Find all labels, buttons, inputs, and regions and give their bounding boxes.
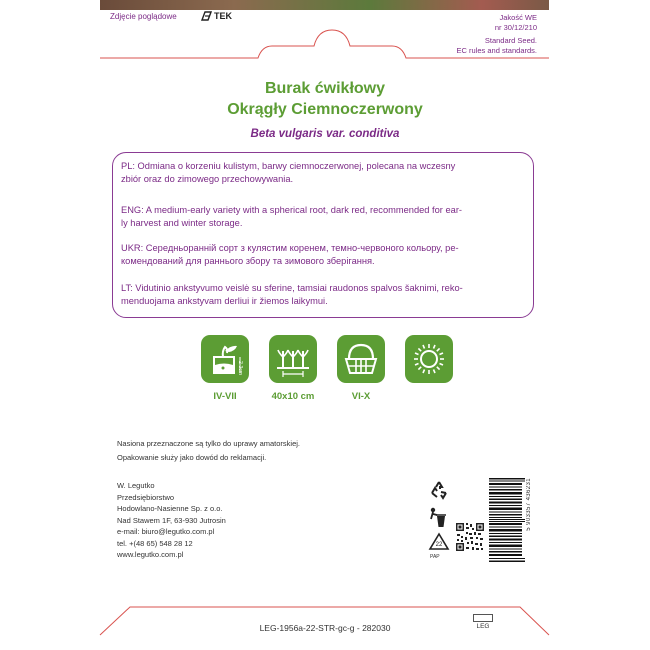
leg-frame-icon: [473, 614, 493, 622]
producer-address: [117, 480, 226, 561]
product-code: LEG-1956a-22-STR-gc-g - 282030: [259, 623, 391, 633]
product-title-line1: Burak ćwikłowy: [264, 80, 386, 97]
address-website[interactable]: www.legutko.com.pl: [117, 550, 184, 559]
address-phone: tel. +(48 65) 548 28 12: [117, 538, 193, 548]
latin-name: Beta vulgaris var. conditiva: [250, 128, 400, 140]
description-en: [121, 204, 525, 229]
quality-line: Jakość WE: [499, 13, 537, 22]
leg-logo: [473, 614, 493, 630]
description-en-line2: ly harvest and winter storage.: [121, 217, 243, 228]
harvest-time-label: VI-X: [351, 391, 371, 402]
sowing-depth-label: 2-3cm: [237, 361, 243, 375]
sowing-time-label: IV-VII: [213, 391, 237, 402]
description-lt-line2: menduojama ankstyvam derliui ir žiemos laikymui.: [121, 295, 328, 306]
description-uk-line1: UKR: Середньоранній сорт з кулястим коренем, темно-червоного кольору, ре-: [121, 243, 459, 253]
description-uk: [121, 242, 525, 267]
description-pl-line1: PL: Odmiana o korzeniu kulistym, barwy ciemnoczerwonej, polecana na wczesny: [121, 161, 456, 171]
tek-leaf-icon: [201, 11, 212, 21]
quality-number: nr 30/12/210: [494, 23, 537, 32]
description-pl-line2: zbiór oraz do zimowego przechowywania.: [121, 173, 294, 184]
description-uk-line2: комендований для раннього збору та зимового зберігання.: [121, 255, 375, 266]
address-company: W. Legutko: [117, 481, 155, 490]
leg-label: LEG: [476, 623, 490, 630]
plant-spacing-label: 40x10 cm: [271, 391, 315, 402]
product-photo-strip: [100, 0, 549, 10]
paper-recycling-icon: [428, 532, 450, 556]
ec-rules-line: EC rules and standards.: [456, 46, 537, 55]
address-line: Przedsiębiorstwo: [117, 492, 175, 502]
address-email[interactable]: e-mail: biuro@legutko.com.pl: [117, 527, 215, 536]
quality-info: [417, 13, 537, 33]
tek-label: TEK: [214, 11, 232, 21]
address-street: Nad Stawem 1F, 63-930 Jutrosin: [117, 515, 226, 525]
pap-code: 22: [435, 542, 443, 548]
standard-seed-line: Standard Seed.: [484, 36, 537, 45]
recycle-icon: [429, 480, 449, 500]
complaint-proof-note: Opakowanie służy jako dowód do reklamacji.: [117, 453, 267, 462]
sowing-time-icon: [201, 335, 249, 383]
description-lt-line1: LT: Vidutinio ankstyvumo veislė su sferine, tamsiai raudonos spalvos šaknimi, reko-: [121, 283, 463, 293]
tek-logo: [201, 11, 232, 21]
description-lt: [121, 282, 525, 307]
barcode-number: 5 903357 436231: [526, 478, 532, 531]
harvest-basket-icon: [337, 335, 385, 383]
product-title-line2: Okrągły Ciemnoczerwony: [227, 101, 423, 118]
qr-code[interactable]: [455, 522, 485, 552]
tidy-bin-icon: [427, 506, 447, 528]
pap-label: PAP: [430, 554, 440, 560]
description-pl: [121, 160, 525, 185]
full-sun-icon: [405, 335, 453, 383]
standard-seed-info: [397, 36, 537, 56]
plant-spacing-icon: [269, 335, 317, 383]
amateur-use-note: Nasiona przeznaczone są tylko do uprawy amatorskiej.: [117, 439, 301, 448]
address-line: Hodowlano-Nasienne Sp. z o.o.: [117, 504, 223, 513]
preview-label: Zdjęcie poglądowe: [110, 12, 177, 21]
description-box: [112, 152, 534, 318]
description-en-line1: ENG: A medium-early variety with a spherical root, dark red, recommended for ear-: [121, 205, 463, 215]
